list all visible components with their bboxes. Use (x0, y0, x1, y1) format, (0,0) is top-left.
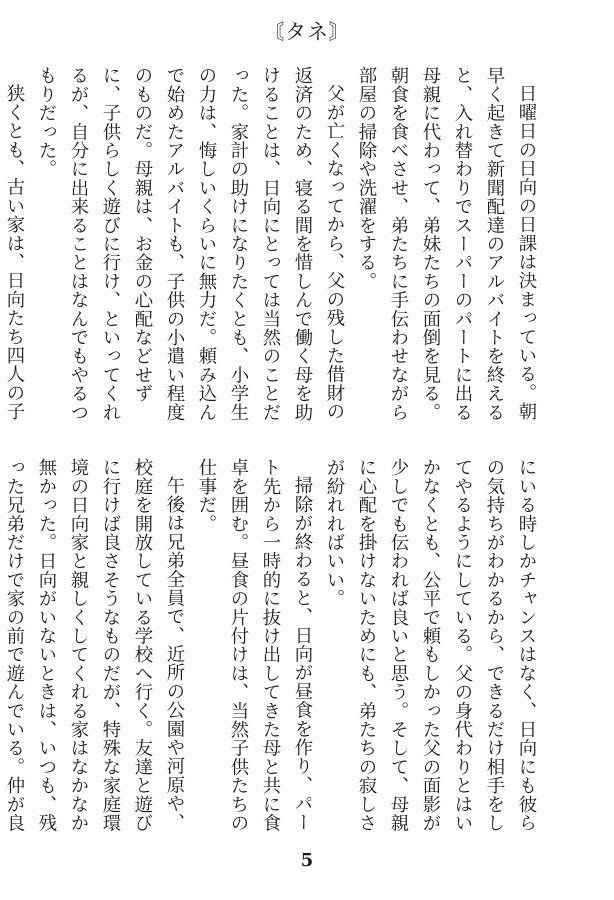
top-text-block (4, 66, 542, 422)
page-title: 〘タネ〙 (263, 20, 351, 44)
page-number: 5 (300, 850, 314, 871)
paragraph: 午後は兄弟全員で、近所の公園や河原や、校庭を開放している学校へ行く。友達と遊びに行けば良さそうなものだが、特殊な家庭環境の日向家と親しくしてくれる家はなかなか無かった。日向がいないときは、いつも、残った兄弟だけで家の前で遊んでいる。仲が良 (4, 458, 185, 832)
paragraph: 父が亡くなってから、父の残した借財の返済のため、寝る間を惜しんで働く母を助けることは、日向にとっては当然のことだった。家計の助けになりたくとも、小学生の力は、悔しいくらいに無力だ。頼み込んで始めたアルバイトも、子供の小遣い程度のものだ。母親は、お金の心配などせずに、子供らしく遊びに行け、といってくれるが、自分に出来ることはなんでもやるつもりだった。 (36, 66, 345, 422)
paragraph: 掃除が終わると、日向が昼食を作り、パート先から一時的に抜け出してきた母と共に食卓を囲む。昼食の片付けは、当然子供たちの仕事だ。 (196, 458, 313, 832)
bottom-text-block (4, 458, 542, 846)
paragraph: にいる時しかチャンスはなく、日向にも彼らの気持ちがわかるから、できるだけ相手をしてやるようにしている。父の身代わりとはいかなくとも、公平で頼もしかった父の面影が少しでも伝われば良いと思う。そして、母親に心配を掛けないためにも、弟たちの寂しさが紛れればいい。 (324, 458, 537, 832)
paragraph: 狭くとも、古い家は、日向たち四人の子 (4, 84, 25, 421)
paragraph: 日曜日の日向の日課は決まっている。朝早く起きて新聞配達のアルバイトを終えると、入れ替わりでスーパーのパートに出る母親に代わって、弟妹たちの面倒を見る。朝食を食べさせ、弟たちに手伝わせながら部屋の掃除や洗濯をする。 (356, 66, 537, 422)
